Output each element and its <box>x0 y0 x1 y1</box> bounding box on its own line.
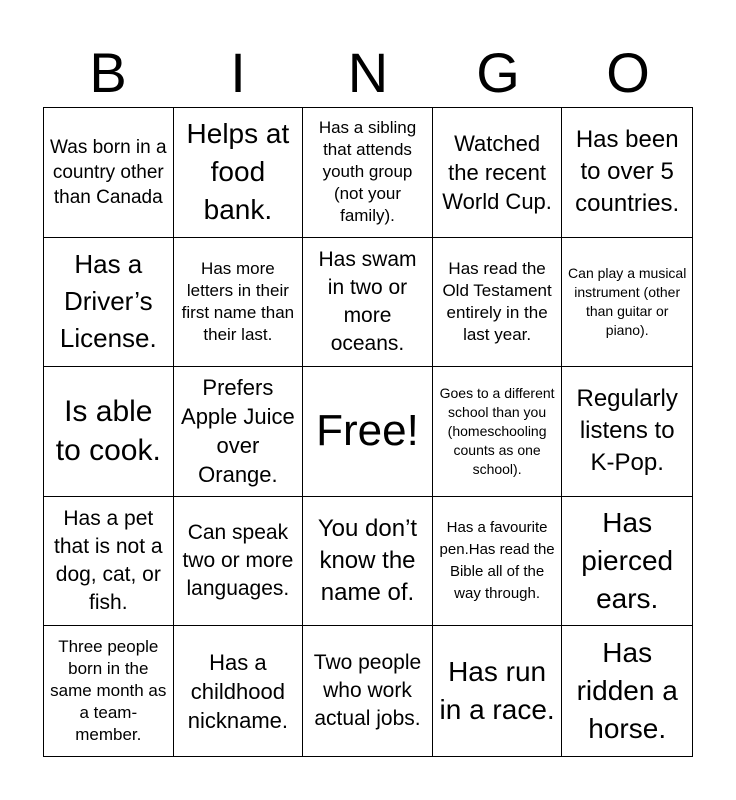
cell-text: Prefers Apple Juice over Orange. <box>181 375 295 488</box>
header-letter-i: I <box>230 41 246 104</box>
cell-text: Goes to a different school than you (homeschooling counts as one school). <box>439 384 555 477</box>
bingo-cell-r2c2[interactable] <box>174 238 304 368</box>
bingo-cell-r3c2[interactable] <box>174 367 304 497</box>
bingo-cell-r5c3[interactable] <box>303 626 433 756</box>
bingo-cell-r5c4[interactable] <box>433 626 563 756</box>
bingo-cell-r4c1[interactable] <box>44 497 174 627</box>
bingo-cell-r2c3[interactable] <box>303 238 433 368</box>
cell-text: Has a pet that is not a dog, cat, or fish. <box>54 507 163 615</box>
bingo-cell-r1c3[interactable] <box>303 108 433 238</box>
bingo-cell-r2c4[interactable] <box>433 238 563 368</box>
bingo-cell-r3c5[interactable] <box>562 367 692 497</box>
bingo-cell-r3c3[interactable] <box>303 367 433 497</box>
cell-text: Can speak two or more languages. <box>182 521 294 601</box>
cell-text: Helps at food bank. <box>186 118 290 226</box>
bingo-cell-r3c1[interactable] <box>44 367 174 497</box>
cell-text: Has a sibling that attends youth group (not your family). <box>318 118 417 226</box>
cell-text: Can play a musical instrument (other than guitar or piano). <box>568 264 687 338</box>
bingo-cell-r4c2[interactable] <box>174 497 304 627</box>
bingo-cell-r1c2[interactable] <box>174 108 304 238</box>
cell-text: Watched the recent World Cup. <box>442 130 552 214</box>
cell-text: Is able to cook. <box>55 395 161 468</box>
cell-text: Has a favourite pen.Has read the Bible all of the way through. <box>439 519 555 603</box>
free-space-text: Free! <box>316 406 419 456</box>
header-letter-o: O <box>606 41 650 104</box>
bingo-cell-r5c2[interactable] <box>174 626 304 756</box>
header-letter-n: N <box>347 41 389 104</box>
cell-text: Regularly listens to K-Pop. <box>576 385 678 477</box>
cell-text: Two people who work actual jobs. <box>313 651 422 731</box>
bingo-cell-r2c5[interactable] <box>562 238 692 368</box>
bingo-cell-r4c5[interactable] <box>562 497 692 627</box>
header-letter-b: B <box>89 41 127 104</box>
bingo-cell-r1c4[interactable] <box>433 108 563 238</box>
cell-text: You don’t know the name of. <box>317 515 418 607</box>
bingo-cell-r1c1[interactable] <box>44 108 174 238</box>
cell-text: Has swam in two or more oceans. <box>318 247 417 355</box>
bingo-cell-r4c4[interactable] <box>433 497 563 627</box>
bingo-cell-r4c3[interactable] <box>303 497 433 627</box>
cell-text: Has pierced ears. <box>581 507 674 615</box>
cell-text: Has more letters in their first name than their last. <box>181 258 295 344</box>
bingo-cell-r5c1[interactable] <box>44 626 174 756</box>
cell-text: Has been to over 5 countries. <box>575 126 680 218</box>
header-letter-g: G <box>476 41 520 104</box>
cell-text: Was born in a country other than Canada <box>50 136 167 208</box>
bingo-board <box>43 107 693 757</box>
cell-text: Has a childhood nickname. <box>187 649 289 733</box>
bingo-cell-r2c1[interactable] <box>44 238 174 368</box>
bingo-header <box>43 40 693 106</box>
cell-text: Has read the Old Testament entirely in the last year. <box>442 258 552 344</box>
cell-text: Has run in a race. <box>439 656 555 726</box>
cell-text: Three people born in the same month as a team-member. <box>50 637 167 745</box>
bingo-cell-r1c5[interactable] <box>562 108 692 238</box>
bingo-cell-r5c5[interactable] <box>562 626 692 756</box>
bingo-cell-r3c4[interactable] <box>433 367 563 497</box>
cell-text: Has a Driver’s License. <box>59 249 157 354</box>
cell-text: Has ridden a horse. <box>576 637 678 745</box>
